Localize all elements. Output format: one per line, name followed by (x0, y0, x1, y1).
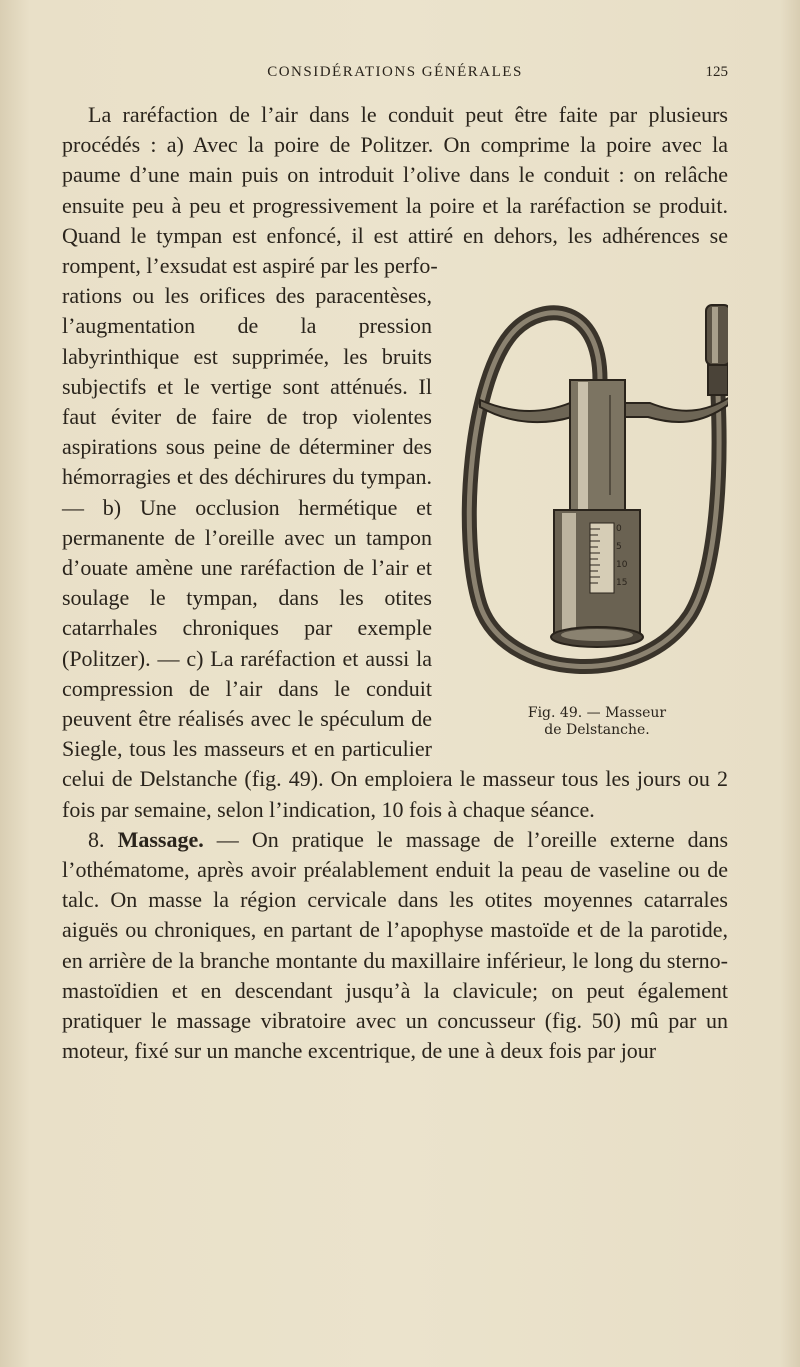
figure-49 (450, 285, 728, 750)
delstanche-masseur-illustration (450, 285, 728, 695)
page-number: 125 (705, 64, 728, 80)
section-text: — On pratique le massage de l’oreille externe dans l’othématome, après avoir préalablement enduit la peau de vaseline ou de talc. On masse la région cervicale dans les otites moyennes catarrales aiguës ou chroniques, en partant de l’apophyse mastoïde et de la parotide, en arrière de la branche montante du maxillaire inférieur, le long du sterno-mastoïdien et en descendant jusqu’à la clavicule; on peut également pratiquer le massage vibratoire avec un concusseur (fig. 50) mû par un moteur, fixé sur un manche excentrique, de une à deux fois par jour (62, 826, 729, 1064)
running-title: CONSIDÉRATIONS GÉNÉRALES (267, 64, 523, 80)
paragraph-rarefaction-continued: rations ou les orifices des paracentèses, l’augmentation de la pression labyrinthique est supprimée, les bruits subjectifs et le vertige sont atténués. Il faut éviter de faire de trop violentes aspirations sous peine de déterminer des hémorragies et des déchirures du tympan. — b) Une occlusion hermétique et permanente de l’oreille avec un tampon d’ouate amène une raréfaction de l’air et soulage le tympan, dans les otites catarrhales chroniques par exemple (Politzer). — c) La raréfaction et aussi la compression de l’air dans le conduit peuvent être réalisés avec le spéculum de Siegle, tous les masseurs et en particulier celui de Delstanche (fig. 49). On emploiera le masseur tous les jours ou 2 fois par semaine, selon l’indication, 10 fois à chaque séance. (62, 283, 728, 822)
section-title: Massage. (117, 826, 204, 852)
scale-label-15: 15 (616, 578, 628, 589)
scale-label-0: 0 (616, 524, 622, 535)
scale-label-10: 10 (616, 560, 628, 571)
paragraph-rarefaction-intro: La raréfaction de l’air dans le conduit peut être faite par plusieurs procédés : a) Avec la poire de Politzer. On comprime la poire avec la paume d’une main puis on introduit l’olive dans le conduit : on relâche ensuite peu à peu et progressivement la poire et la raréfaction se produit. Quand le tympan est enfoncé, il est attiré en dehors, les adhérences se rompent, l’exsudat est aspiré par les perfo- (62, 102, 728, 279)
scale-label-5: 5 (616, 542, 622, 553)
page-header (62, 58, 728, 88)
section-8-massage (62, 825, 728, 1067)
section-number: 8. (88, 826, 105, 852)
caption-line-1: Fig. 49. — Masseur (527, 705, 667, 722)
figure-caption (466, 705, 728, 739)
caption-line-2: de Delstanche. (544, 722, 650, 739)
body-text (62, 100, 728, 1067)
